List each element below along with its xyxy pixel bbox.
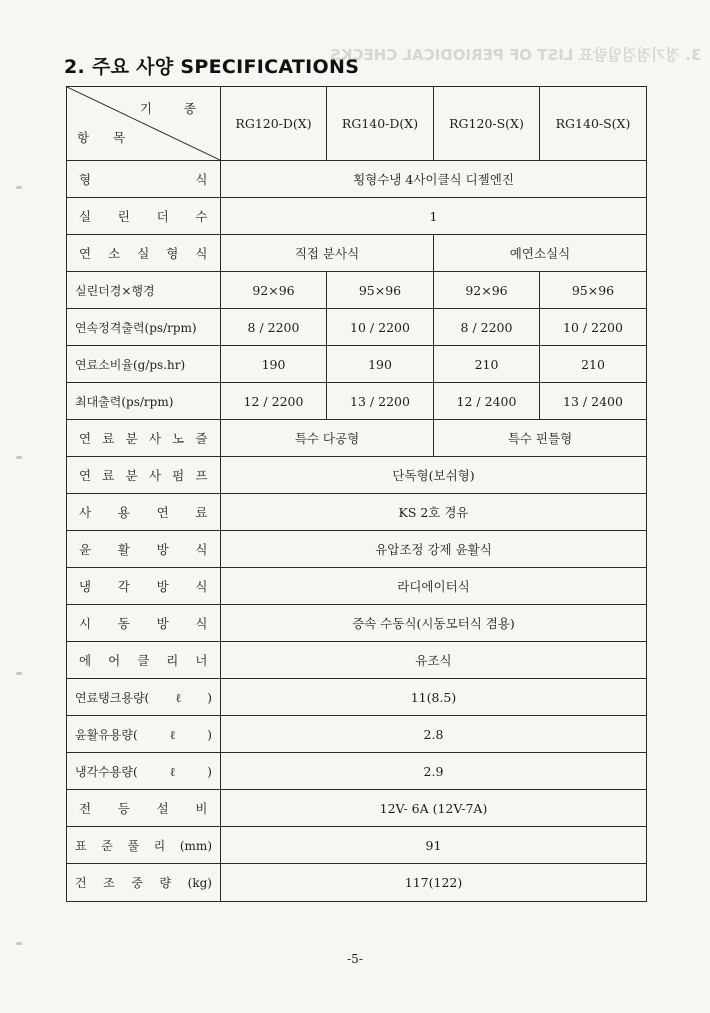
row-value: 8 / 2200 [221,309,327,346]
row-label: 최대출력(ps/rpm) [67,383,221,420]
row-label: 실 린 더 수 [67,198,221,235]
table-row [67,864,647,902]
table-row [67,568,647,605]
binder-hole-mark [16,672,22,675]
row-label: 냉각수용량(ℓ) [67,753,221,790]
row-label: 냉 각 방 식 [67,568,221,605]
table-row [67,790,647,827]
row-value: 유압조정 강제 윤활식 [221,531,647,568]
corner-model-label: 기 종 [139,101,210,116]
row-value: 190 [221,346,327,383]
row-value: 92×96 [434,272,540,309]
row-value: 2.8 [221,716,647,753]
row-value-s: 예연소실식 [434,235,647,272]
row-value: 190 [327,346,434,383]
table-row [67,716,647,753]
row-value-d: 직접 분사식 [221,235,434,272]
table-row [67,605,647,642]
row-value: 92×96 [221,272,327,309]
row-value: 라디에이터식 [221,568,647,605]
corner-item-label: 항 목 [77,130,136,145]
row-label: 사 용 연 료 [67,494,221,531]
row-value: KS 2호 경유 [221,494,647,531]
row-value: 12 / 2400 [434,383,540,420]
row-label: 형 식 [67,161,221,198]
model-header-1: RG120-D(X) [221,87,327,161]
row-label: 건 조 중 량 (kg) [67,864,221,902]
table-row [67,161,647,198]
row-label: 연료탱크용량(ℓ) [67,679,221,716]
row-label: 연 료 분 사 펌 프 [67,457,221,494]
table-row [67,827,647,864]
row-value: 13 / 2400 [540,383,647,420]
row-label: 연 소 실 형 식 [67,235,221,272]
row-label: 연속정격출력(ps/rpm) [67,309,221,346]
row-label: 전 등 설 비 [67,790,221,827]
row-value: 횡형수냉 4사이클식 디젤엔진 [221,161,647,198]
row-label: 연 료 분 사 노 즐 [67,420,221,457]
model-header-2: RG140-D(X) [327,87,434,161]
table-row [67,494,647,531]
row-value: 12 / 2200 [221,383,327,420]
table-row [67,198,647,235]
row-value: 210 [434,346,540,383]
row-value: 2.9 [221,753,647,790]
row-label: 에 어 클 리 너 [67,642,221,679]
row-label: 윤활유용량(ℓ) [67,716,221,753]
row-label: 실린더경×행경 [67,272,221,309]
table-row [67,679,647,716]
table-row [67,642,647,679]
table-row [67,346,647,383]
table-row [67,531,647,568]
model-header-4: RG140-S(X) [540,87,647,161]
row-value: 증속 수동식(시동모터식 겸용) [221,605,647,642]
row-label: 윤 활 방 식 [67,531,221,568]
table-row [67,272,647,309]
specifications-table [66,86,647,902]
row-value: 13 / 2200 [327,383,434,420]
page-number: -5- [347,952,363,966]
row-value: 12V- 6A (12V-7A) [221,790,647,827]
table-row [67,235,647,272]
row-label: 시 동 방 식 [67,605,221,642]
row-value: 유조식 [221,642,647,679]
row-value: 10 / 2200 [540,309,647,346]
binder-hole-mark [16,186,22,189]
row-label: 연료소비율(g/ps.hr) [67,346,221,383]
row-value: 단독형(보쉬형) [221,457,647,494]
binder-hole-mark [16,456,22,459]
corner-header-cell [67,87,221,161]
bleed-through-text: 3. 정기점검일람표 LIST OF PERIODICAL CHECKS [330,46,702,64]
row-value: 91 [221,827,647,864]
page-title: 2. 주요 사양 SPECIFICATIONS [64,56,360,78]
row-value: 95×96 [540,272,647,309]
row-value: 10 / 2200 [327,309,434,346]
row-label: 표 준 풀 리 (mm) [67,827,221,864]
table-header-row [67,87,647,161]
row-value: 117(122) [221,864,647,902]
table-row [67,309,647,346]
table-row [67,457,647,494]
row-value-d: 특수 다공형 [221,420,434,457]
binder-hole-mark [16,942,22,945]
row-value: 95×96 [327,272,434,309]
table-row [67,420,647,457]
row-value-s: 특수 핀틀형 [434,420,647,457]
model-header-3: RG120-S(X) [434,87,540,161]
diagonal-line [67,87,220,160]
row-value: 210 [540,346,647,383]
row-value: 1 [221,198,647,235]
row-value: 11(8.5) [221,679,647,716]
table-row [67,753,647,790]
row-value: 8 / 2200 [434,309,540,346]
table-row [67,383,647,420]
